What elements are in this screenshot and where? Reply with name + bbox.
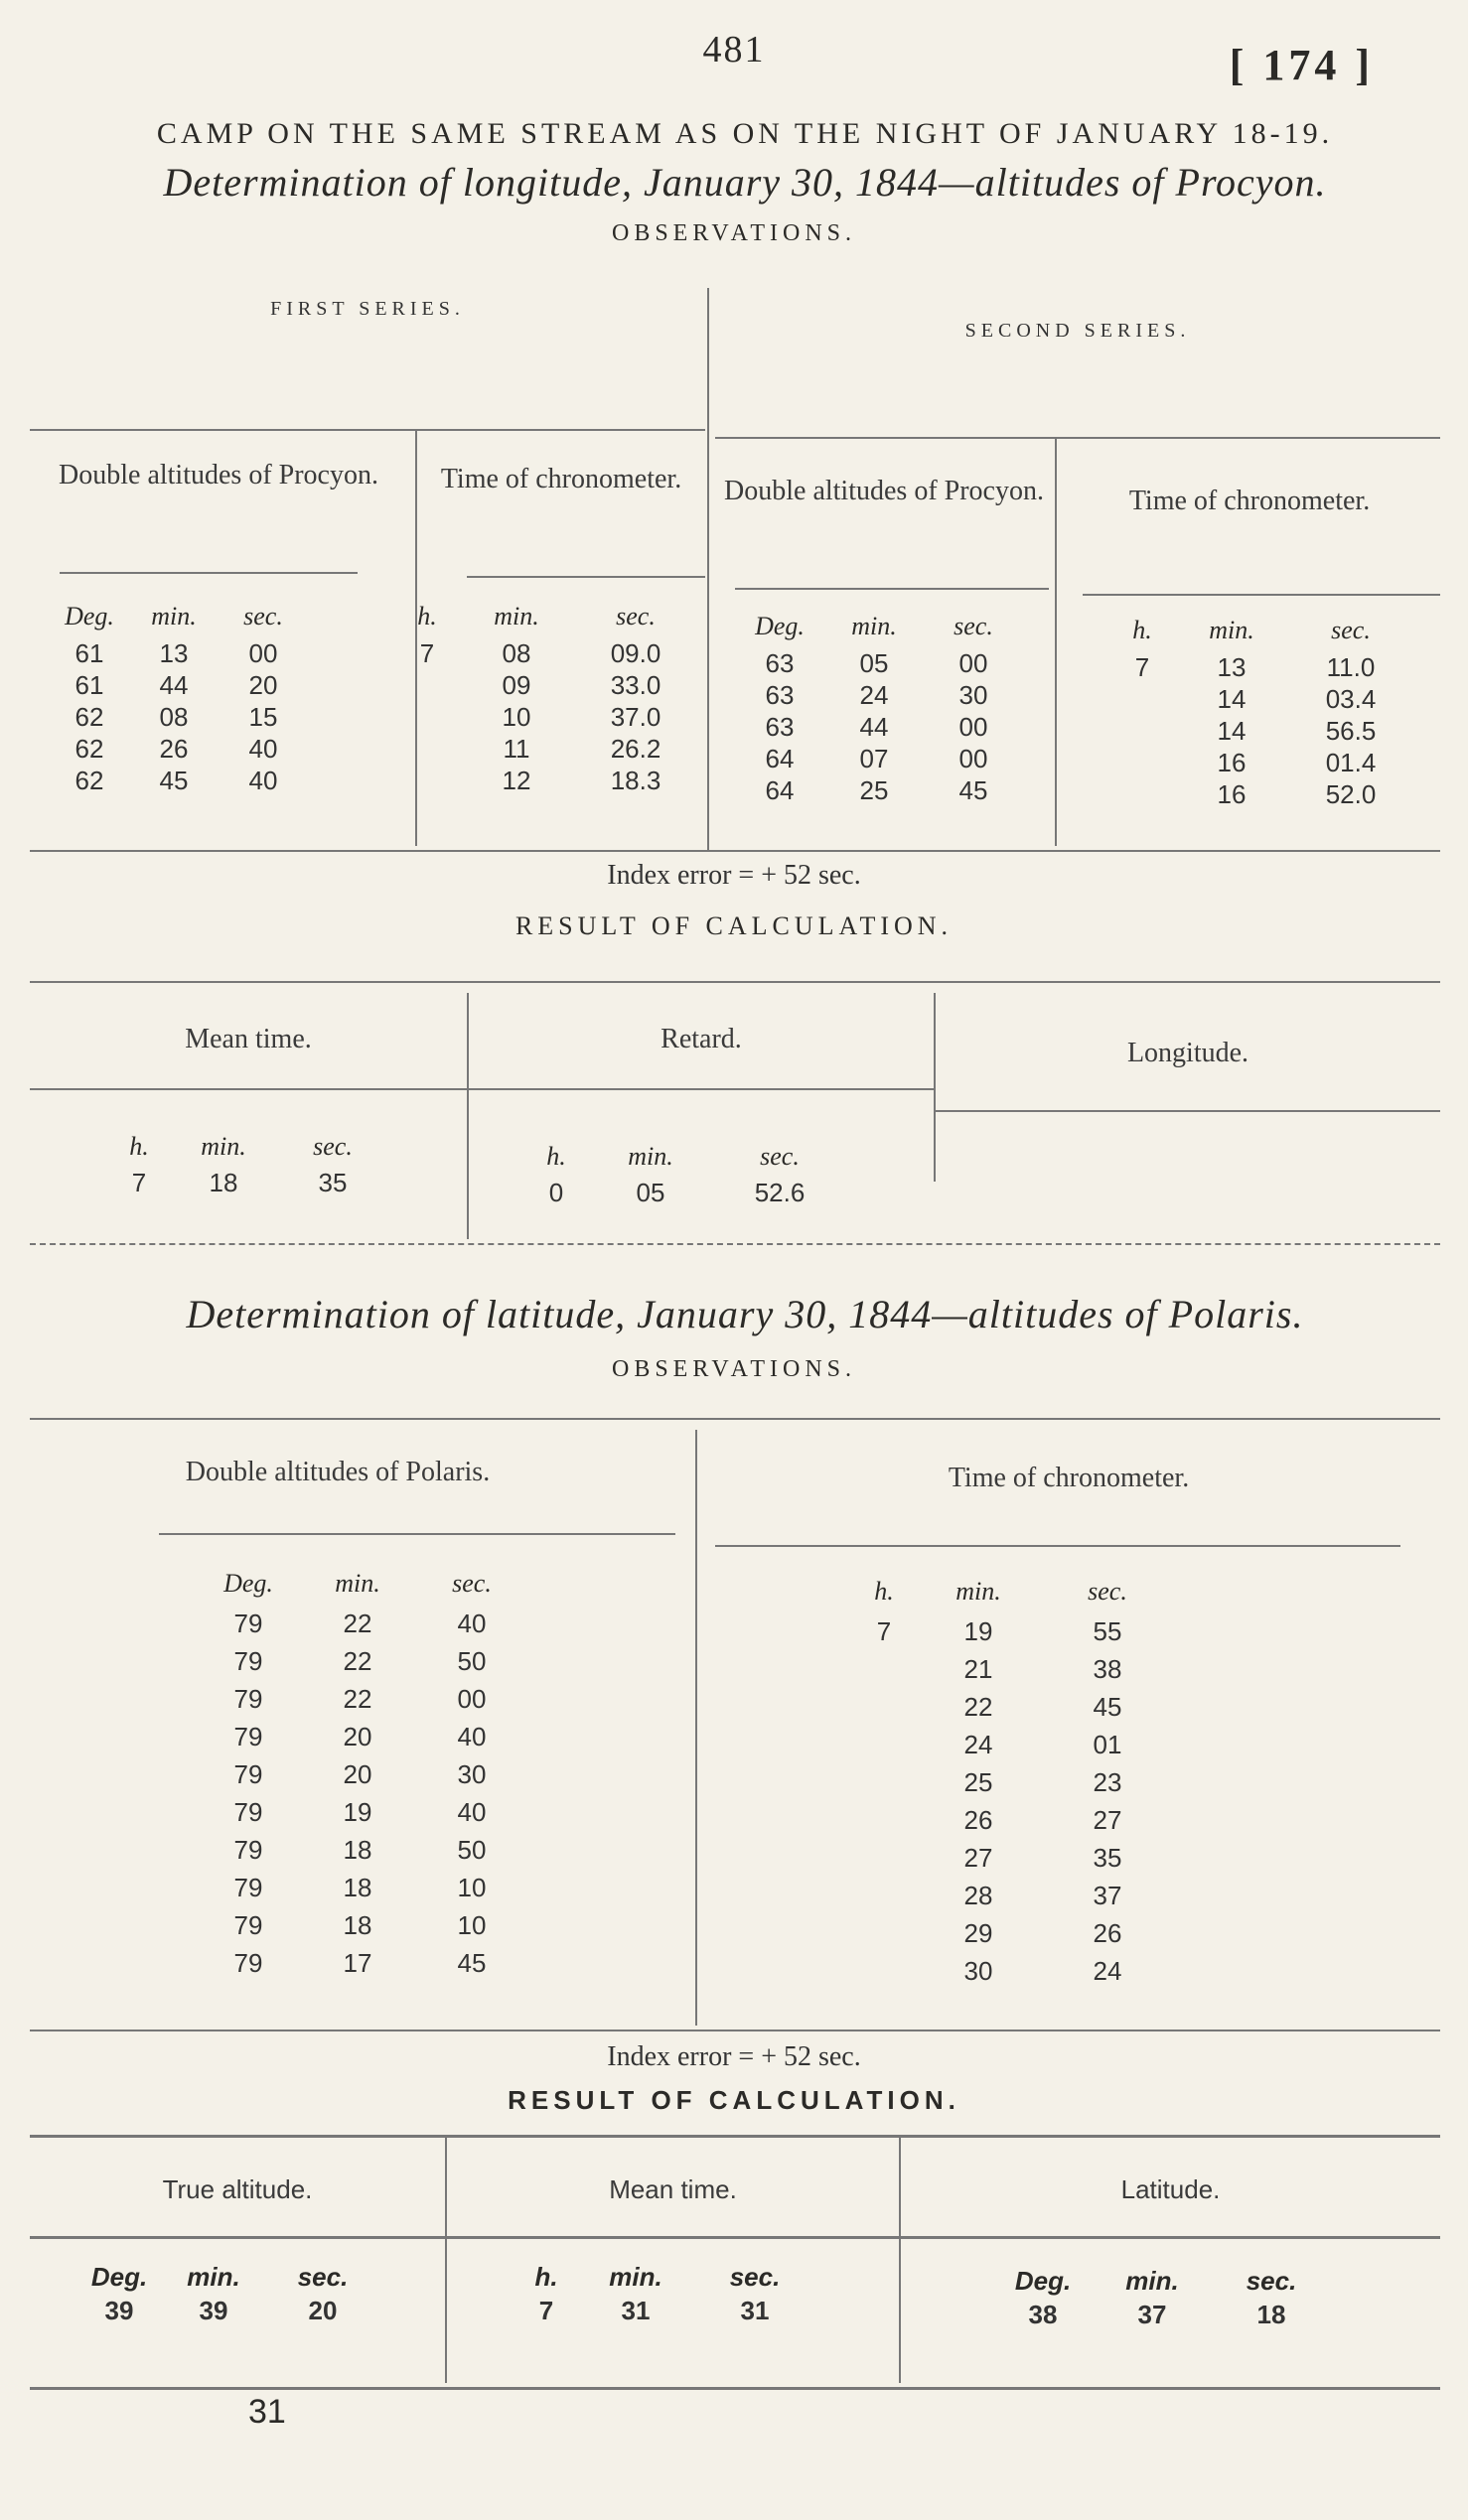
table-row	[397, 701, 695, 733]
value-sec: 52.6	[754, 1178, 806, 1207]
table-cell	[397, 701, 457, 733]
unit-deg: Deg.	[755, 612, 805, 640]
rule-lat-alt-header	[159, 1533, 675, 1535]
table-cell: 27	[963, 1843, 993, 1873]
table-cell: 37	[1093, 1881, 1122, 1910]
table-row	[854, 1650, 1182, 1688]
table-cell: 79	[233, 1646, 263, 1676]
second-alt-header: Double altitudes of Procyon.	[724, 476, 1044, 506]
table-cell	[854, 1650, 914, 1688]
value-deg: 38	[1028, 2300, 1058, 2329]
rule-lat-obs-bottom	[30, 2030, 1440, 2031]
table-row	[50, 765, 308, 796]
unit-h: h.	[129, 1132, 149, 1161]
table-cell: 24	[1093, 1956, 1122, 1986]
unit-min: min.	[628, 1142, 673, 1171]
observations-label-2: OBSERVATIONS.	[611, 1356, 856, 1382]
table-cell: 63	[765, 712, 795, 742]
table-cell: 13	[159, 638, 189, 668]
unit-min: min.	[494, 602, 539, 630]
result2-mean-time-value	[516, 2296, 814, 2326]
table-cell: 21	[963, 1654, 993, 1684]
table-row	[199, 1680, 526, 1718]
table-cell: 26	[1093, 1918, 1122, 1948]
table-row	[735, 711, 1033, 743]
table-row	[199, 1605, 526, 1642]
table-cell	[1112, 747, 1172, 778]
table-row	[50, 669, 308, 701]
table-row	[50, 701, 308, 733]
result-label-1: RESULT OF CALCULATION.	[514, 911, 954, 940]
table-cell: 10	[502, 702, 531, 732]
table-cell: 40	[248, 734, 278, 764]
table-row	[854, 1801, 1182, 1839]
unit-min: min.	[1209, 616, 1254, 644]
table-cell: 79	[233, 1722, 263, 1751]
result1-retard-units	[526, 1142, 844, 1172]
table-row	[854, 1612, 1182, 1650]
rule-result2-mid	[30, 2236, 1440, 2239]
table-cell: 62	[74, 702, 104, 732]
table-row	[397, 765, 695, 796]
table-row	[854, 1763, 1182, 1801]
first-alt-rows	[50, 637, 308, 796]
unit-sec: sec.	[452, 1569, 492, 1598]
table-row	[735, 774, 1033, 806]
table-cell: 23	[1093, 1767, 1122, 1797]
table-cell: 17	[343, 1948, 372, 1978]
table-cell: 61	[74, 638, 104, 668]
table-cell: 01.4	[1325, 748, 1377, 777]
table-row	[735, 743, 1033, 774]
table-cell: 35	[1093, 1843, 1122, 1873]
second-alt-units	[735, 612, 1033, 641]
rule-obs-bottom	[30, 850, 1440, 852]
table-cell: 79	[233, 1797, 263, 1827]
first-alt-header: Double altitudes of Procyon.	[59, 460, 378, 490]
table-cell: 28	[963, 1881, 993, 1910]
result2-true-alt-value	[79, 2296, 377, 2326]
table-cell: 62	[74, 734, 104, 764]
table-cell: 14	[1217, 716, 1247, 746]
table-cell: 61	[74, 670, 104, 700]
result1-mean-time-units	[109, 1132, 387, 1162]
table-cell: 64	[765, 744, 795, 773]
lat-time-rows	[854, 1612, 1182, 1990]
rule-result1-a	[30, 1088, 467, 1090]
table-row	[199, 1793, 526, 1831]
bracket-page-number: [ 174 ]	[1229, 41, 1374, 89]
observations-label-1: OBSERVATIONS.	[611, 220, 856, 246]
table-cell: 00	[958, 712, 988, 742]
unit-deg: Deg.	[223, 1569, 273, 1598]
unit-deg: Deg.	[1014, 2266, 1072, 2296]
table-cell	[854, 1726, 914, 1763]
table-cell: 18.3	[610, 766, 661, 795]
unit-sec: sec.	[243, 602, 283, 630]
unit-deg: Deg.	[65, 602, 114, 630]
unit-sec: sec.	[616, 602, 656, 630]
table-cell: 7	[419, 638, 435, 668]
table-cell: 30	[963, 1956, 993, 1986]
table-row	[1112, 715, 1410, 747]
result2-mean-time-units	[516, 2262, 814, 2293]
table-cell: 00	[958, 648, 988, 678]
value-min: 37	[1137, 2300, 1167, 2329]
table-cell: 22	[343, 1684, 372, 1714]
unit-sec: sec.	[954, 612, 993, 640]
table-cell: 45	[159, 766, 189, 795]
table-cell: 50	[457, 1835, 487, 1865]
table-row	[199, 1869, 526, 1906]
table-cell	[397, 765, 457, 796]
table-cell: 26	[963, 1805, 993, 1835]
result2-latitude-value	[993, 2300, 1331, 2330]
unit-h: h.	[417, 602, 437, 630]
table-cell	[854, 1877, 914, 1914]
table-cell: 7	[1134, 652, 1150, 682]
result2-true-alt-units	[79, 2262, 377, 2293]
rule-second-series	[715, 437, 1440, 439]
rule-result1-b	[469, 1088, 934, 1090]
table-cell: 03.4	[1325, 684, 1377, 714]
first-series-label: FIRST SERIES.	[270, 298, 465, 320]
result2-latitude-header: Latitude.	[1120, 2174, 1221, 2204]
table-cell: 79	[233, 1835, 263, 1865]
table-cell: 09.0	[610, 638, 661, 668]
table-cell: 10	[457, 1873, 487, 1902]
footer-number: 31	[248, 2393, 286, 2431]
table-cell: 45	[457, 1948, 487, 1978]
unit-sec: sec.	[1088, 1577, 1127, 1606]
divider-lat	[695, 1430, 697, 2026]
lat-alt-rows	[199, 1605, 526, 1982]
table-cell: 16	[1217, 748, 1247, 777]
result1-mean-time-header: Mean time.	[185, 1024, 312, 1054]
result1-mean-time-value	[109, 1168, 387, 1198]
table-cell: 26.2	[610, 734, 661, 764]
table-cell: 20	[343, 1759, 372, 1789]
first-time-rows	[397, 637, 695, 796]
divider-second-cols	[1055, 437, 1057, 846]
table-cell: 79	[233, 1910, 263, 1940]
result2-true-alt-header: True altitude.	[162, 2174, 313, 2204]
table-cell: 22	[963, 1692, 993, 1722]
unit-sec: sec.	[1331, 616, 1371, 644]
table-cell: 16	[1217, 779, 1247, 809]
table-cell: 27	[1093, 1805, 1122, 1835]
divider-result1-b	[934, 993, 936, 1182]
table-cell: 08	[502, 638, 531, 668]
table-cell: 79	[233, 1759, 263, 1789]
value-min: 05	[636, 1178, 665, 1207]
value-sec: 20	[308, 2296, 338, 2325]
value-min: 31	[621, 2296, 651, 2325]
table-cell: 20	[248, 670, 278, 700]
value-min: 39	[199, 2296, 228, 2325]
rule-second-time-header	[1083, 594, 1440, 596]
value-h: 7	[131, 1168, 147, 1197]
table-cell: 14	[1217, 684, 1247, 714]
index-error-1: Index error = + 52 sec.	[607, 860, 861, 891]
table-cell: 19	[963, 1616, 993, 1646]
result2-mean-time-header: Mean time.	[609, 2174, 737, 2204]
unit-min: min.	[187, 2262, 240, 2292]
table-cell: 30	[457, 1759, 487, 1789]
table-cell	[854, 1952, 914, 1990]
table-cell: 40	[457, 1722, 487, 1751]
index-error-2: Index error = + 52 sec.	[607, 2041, 861, 2072]
table-cell: 63	[765, 680, 795, 710]
lat-time-units	[854, 1577, 1182, 1607]
value-sec: 31	[740, 2296, 770, 2325]
rule-first-alt-header	[60, 572, 358, 574]
lat-alt-header: Double altitudes of Polaris.	[185, 1457, 491, 1487]
table-cell: 01	[1093, 1730, 1122, 1759]
table-cell: 00	[958, 744, 988, 773]
unit-sec: sec.	[313, 1132, 353, 1161]
table-cell	[1112, 778, 1172, 810]
table-cell: 40	[457, 1609, 487, 1638]
table-row	[854, 1839, 1182, 1877]
value-h: 7	[538, 2296, 554, 2325]
table-cell	[854, 1763, 914, 1801]
second-time-units	[1112, 616, 1410, 645]
lat-time-header: Time of chronometer.	[948, 1463, 1190, 1493]
table-cell: 63	[765, 648, 795, 678]
table-row	[854, 1877, 1182, 1914]
unit-sec: sec.	[729, 2262, 781, 2292]
table-row	[50, 637, 308, 669]
longitude-title: Determination of longitude, January 30, 1844—altitudes of Procyon.	[163, 160, 1327, 205]
table-cell: 15	[248, 702, 278, 732]
first-time-header: Time of chronometer.	[440, 464, 682, 494]
table-cell: 25	[963, 1767, 993, 1797]
first-time-units	[397, 602, 695, 631]
table-cell: 50	[457, 1646, 487, 1676]
table-cell: 7	[876, 1616, 892, 1646]
value-deg: 39	[104, 2296, 134, 2325]
table-cell: 79	[233, 1684, 263, 1714]
table-cell: 40	[248, 766, 278, 795]
table-cell: 19	[343, 1797, 372, 1827]
table-cell: 18	[343, 1910, 372, 1940]
unit-deg: Deg.	[90, 2262, 148, 2292]
lat-alt-units	[199, 1569, 526, 1599]
rule-lat-top	[30, 1418, 1440, 1420]
result1-retard-header: Retard.	[661, 1024, 742, 1054]
unit-sec: sec.	[1246, 2266, 1297, 2296]
table-row	[1112, 651, 1410, 683]
value-sec: 35	[318, 1168, 348, 1197]
unit-min: min.	[1125, 2266, 1179, 2296]
table-row	[1112, 747, 1410, 778]
table-row	[397, 733, 695, 765]
value-h: 0	[548, 1178, 564, 1207]
table-cell: 45	[958, 775, 988, 805]
table-cell: 20	[343, 1722, 372, 1751]
table-cell	[854, 1839, 914, 1877]
table-row	[397, 669, 695, 701]
table-cell: 62	[74, 766, 104, 795]
unit-sec: sec.	[760, 1142, 800, 1171]
table-cell	[854, 1914, 914, 1952]
rule-first-time-header	[467, 576, 705, 578]
second-time-header: Time of chronometer.	[1128, 486, 1371, 516]
unit-h: h.	[534, 2262, 558, 2292]
table-cell: 29	[963, 1918, 993, 1948]
table-cell: 24	[859, 680, 889, 710]
unit-min: min.	[955, 1577, 1001, 1606]
table-cell: 79	[233, 1948, 263, 1978]
table-cell: 45	[1093, 1692, 1122, 1722]
second-time-rows	[1112, 651, 1410, 810]
table-cell: 44	[159, 670, 189, 700]
table-row	[50, 733, 308, 765]
table-row	[854, 1952, 1182, 1990]
table-row	[854, 1688, 1182, 1726]
table-cell: 25	[859, 775, 889, 805]
rule-second-alt-header	[735, 588, 1049, 590]
unit-sec: sec.	[297, 2262, 349, 2292]
table-cell: 30	[958, 680, 988, 710]
table-cell: 05	[859, 648, 889, 678]
table-row	[735, 647, 1033, 679]
rule-result1-bottom	[30, 1243, 1440, 1245]
unit-h: h.	[1132, 616, 1152, 644]
table-cell: 12	[502, 766, 531, 795]
table-cell: 11.0	[1326, 652, 1376, 682]
table-cell	[1112, 683, 1172, 715]
table-cell: 52.0	[1325, 779, 1377, 809]
table-cell: 64	[765, 775, 795, 805]
camp-heading: CAMP ON THE SAME STREAM AS ON THE NIGHT OF JANUARY 18-19.	[156, 117, 1334, 150]
table-row	[735, 679, 1033, 711]
table-cell: 33.0	[610, 670, 661, 700]
table-cell: 40	[457, 1797, 487, 1827]
result2-latitude-units	[993, 2266, 1331, 2297]
rule-result1-c	[936, 1110, 1440, 1112]
table-row	[1112, 778, 1410, 810]
latitude-title: Determination of latitude, January 30, 1844—altitudes of Polaris.	[186, 1292, 1304, 1336]
table-row	[199, 1642, 526, 1680]
table-cell: 13	[1217, 652, 1247, 682]
table-row	[199, 1944, 526, 1982]
result1-longitude-header: Longitude.	[1126, 1038, 1249, 1068]
table-cell: 55	[1093, 1616, 1122, 1646]
result1-retard-value	[526, 1178, 844, 1208]
value-sec: 18	[1256, 2300, 1286, 2329]
table-cell: 18	[343, 1835, 372, 1865]
table-row	[854, 1914, 1182, 1952]
unit-min: min.	[335, 1569, 380, 1598]
table-row	[854, 1726, 1182, 1763]
table-cell: 00	[248, 638, 278, 668]
second-alt-rows	[735, 647, 1033, 806]
table-cell	[854, 1688, 914, 1726]
table-cell: 38	[1093, 1654, 1122, 1684]
table-cell: 08	[159, 702, 189, 732]
page-number: 481	[702, 29, 766, 70]
rule-lat-time-header	[715, 1545, 1400, 1547]
table-cell: 18	[343, 1873, 372, 1902]
table-cell	[397, 733, 457, 765]
unit-min: min.	[151, 602, 197, 630]
rule-result1-top	[30, 981, 1440, 983]
table-cell	[1112, 715, 1172, 747]
table-cell: 56.5	[1325, 716, 1377, 746]
rule-first-series	[30, 429, 705, 431]
table-row	[199, 1906, 526, 1944]
unit-min: min.	[609, 2262, 662, 2292]
table-cell: 10	[457, 1910, 487, 1940]
rule-result2-bottom	[30, 2387, 1440, 2390]
table-row	[199, 1755, 526, 1793]
table-cell	[397, 669, 457, 701]
second-series-label: SECOND SERIES.	[964, 320, 1191, 342]
first-alt-units	[50, 602, 308, 631]
table-cell: 00	[457, 1684, 487, 1714]
table-cell: 11	[503, 734, 530, 764]
table-cell: 07	[859, 744, 889, 773]
value-min: 18	[209, 1168, 238, 1197]
unit-min: min.	[851, 612, 897, 640]
table-cell: 22	[343, 1646, 372, 1676]
table-cell	[854, 1801, 914, 1839]
table-row	[1112, 683, 1410, 715]
unit-h: h.	[874, 1577, 894, 1606]
table-row	[199, 1718, 526, 1755]
table-row	[397, 637, 695, 669]
table-row	[199, 1831, 526, 1869]
unit-min: min.	[201, 1132, 246, 1161]
unit-h: h.	[546, 1142, 566, 1171]
table-cell: 79	[233, 1873, 263, 1902]
divider-series	[707, 288, 709, 850]
table-cell: 44	[859, 712, 889, 742]
result-label-2: RESULT OF CALCULATION.	[508, 2085, 960, 2115]
table-cell: 37.0	[610, 702, 661, 732]
table-cell: 79	[233, 1609, 263, 1638]
table-cell: 09	[502, 670, 531, 700]
rule-result2-top	[30, 2135, 1440, 2138]
table-cell: 26	[159, 734, 189, 764]
table-cell: 24	[963, 1730, 993, 1759]
table-cell: 22	[343, 1609, 372, 1638]
